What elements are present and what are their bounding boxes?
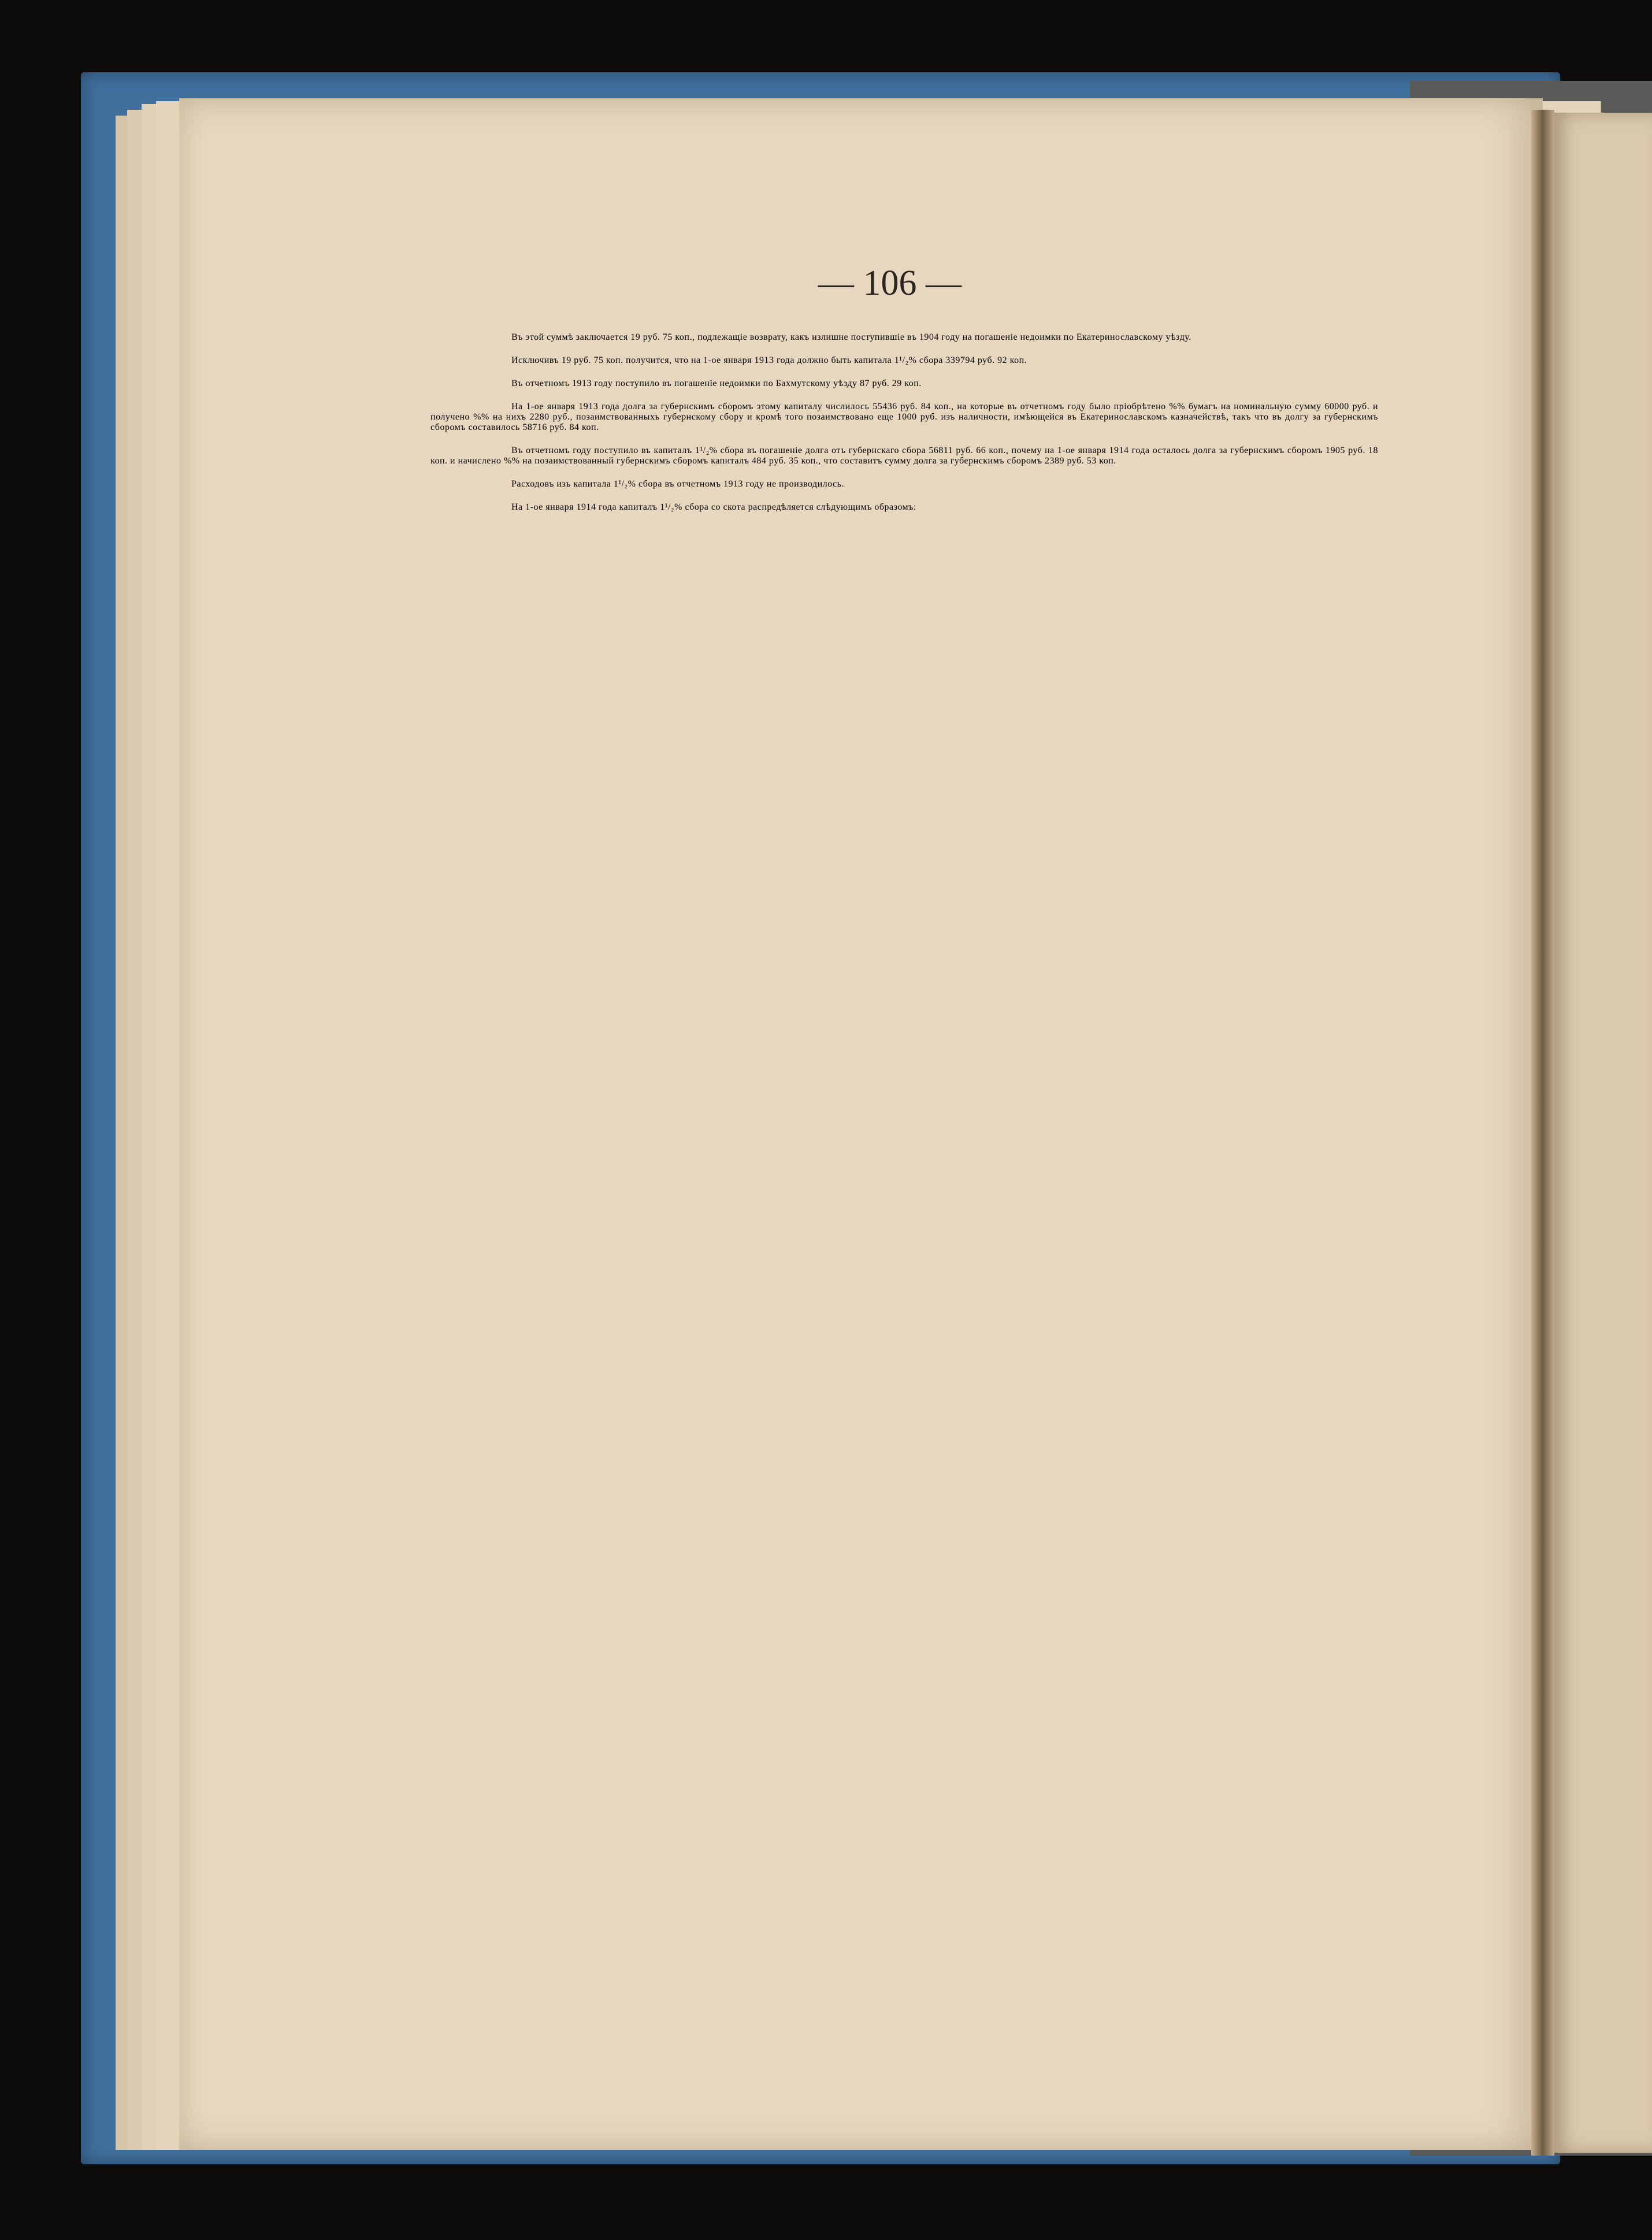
paragraph: Въ отчетномъ году поступило въ капиталъ 1¹/₂% сбора въ погашеніе долга отъ губернскаго сбора 56811 руб. 66 коп., почему на 1-ое января 1914 года осталось долга за губернскимъ сборомъ 1905 руб. 18 коп. и начислено %% на позаимствованный губернскимъ сборомъ капиталъ 484 руб. 35 коп., что составитъ сумму долга за губернскимъ сборомъ 2389 руб. 53 коп. (430, 446, 1378, 466)
paragraph: Исключивъ 19 руб. 75 коп. получится, что на 1-ое января 1913 года должно быть капитала 1¹/₂% сбора 339794 руб. 92 коп. (511, 355, 1027, 365)
paragraph: На 1-ое января 1914 года капиталъ 1¹/₂% сбора со скота распредѣляется слѣдующимъ образомъ: (511, 502, 916, 512)
paragraph: Въ этой суммѣ заключается 19 руб. 75 коп., подлежащіе возврату, какъ излишне поступившіе въ 1904 году на погашеніе недоимки по Екатеринославскому уѣзду. (511, 332, 1191, 342)
next-page (1549, 113, 1652, 2153)
paragraph: На 1-ое января 1913 года долга за губернскимъ сборомъ этому капиталу числилось 55436 руб. 84 коп., на которые въ отчетномъ году было пріобрѣтено %% бумагъ на номинальную сумму 60000 руб. и получено %% на нихъ 2280 руб., позаимствованныхъ губернскому сбору и кромѣ того позаимствовано еще 1000 руб. изъ наличности, имѣющейся въ Екатеринославскомъ казначействѣ, такъ что въ долгу за губернскимъ сборомъ составилось 58716 руб. 84 коп. (430, 402, 1378, 432)
book-gutter (1531, 110, 1554, 2156)
page-text (430, 332, 1378, 525)
page-number: — 106 — (818, 264, 961, 303)
paragraph: Расходовъ изъ капитала 1¹/₂% сбора въ отчетномъ 1913 году не производилось. (511, 479, 844, 489)
paragraph: Въ отчетномъ 1913 году поступило въ погашеніе недоимки по Бахмутскому уѣзду 87 руб. 29 коп. (511, 379, 922, 388)
